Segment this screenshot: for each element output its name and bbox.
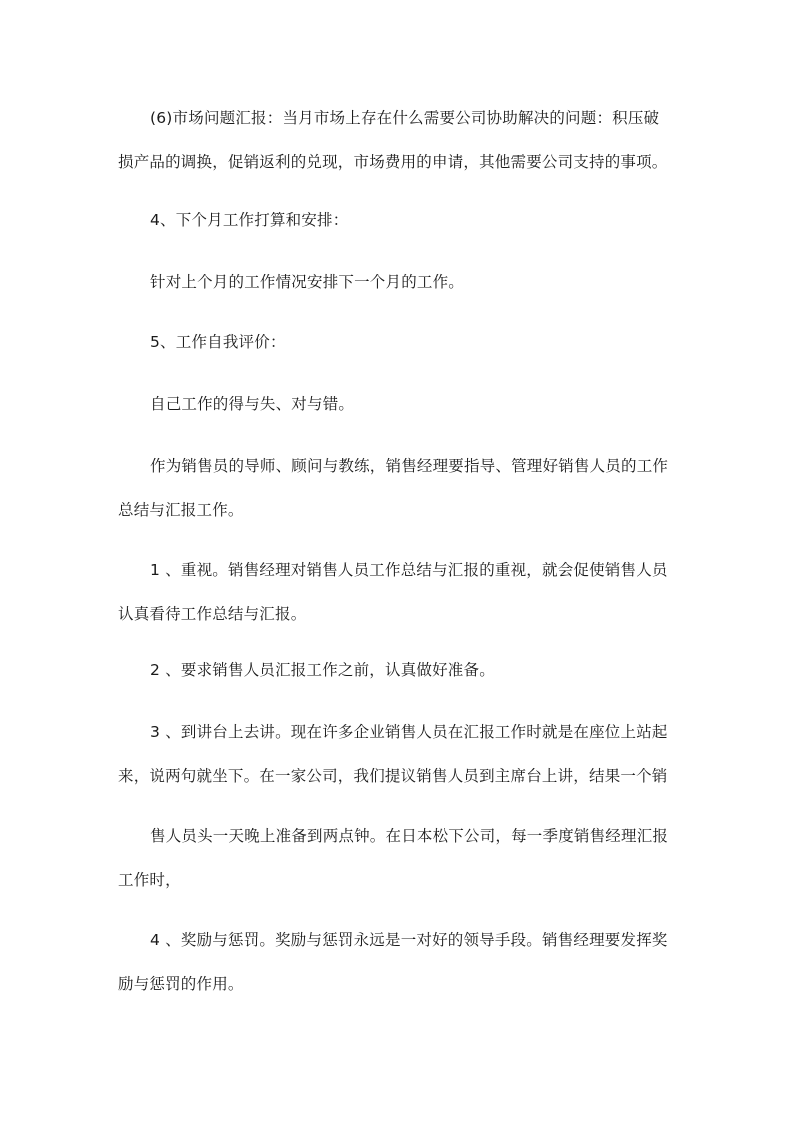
paragraph-line: 工作时， xyxy=(118,871,181,889)
paragraph-self-evaluation-heading xyxy=(118,320,678,364)
paragraph-market-issues-report xyxy=(118,96,678,184)
paragraph-line: 1 、重视。销售经理对销售人员工作总结与汇报的重视，就会促使销售人员 xyxy=(150,561,668,579)
paragraph-manager-role xyxy=(118,444,678,532)
paragraph-line: 针对上个月的工作情况安排下一个月的工作。 xyxy=(150,273,465,291)
paragraph-point-2-preparation xyxy=(118,648,678,692)
paragraph-line: 售人员头一天晚上准备到两点钟。在日本松下公司，每一季度销售经理汇报 xyxy=(150,827,669,845)
paragraph-line: 4 、奖励与惩罚。奖励与惩罚永远是一对好的领导手段。销售经理要发挥奖 xyxy=(150,931,668,949)
paragraph-point-3-continued xyxy=(118,814,678,902)
paragraph-point-1-attention xyxy=(118,548,678,636)
paragraph-line: 认真看待工作总结与汇报。 xyxy=(118,605,307,623)
paragraph-line: 自己工作的得与失、对与错。 xyxy=(150,395,355,413)
paragraph-line: 损产品的调换，促销返利的兑现，市场费用的申请，其他需要公司支持的事项。 xyxy=(118,153,668,171)
paragraph-line: (6)市场问题汇报：当月市场上存在什么需要公司协助解决的问题：积压破 xyxy=(150,109,660,127)
paragraph-line: 励与惩罚的作用。 xyxy=(118,975,244,993)
paragraph-line: 5、工作自我评价： xyxy=(150,333,286,351)
paragraph-line: 总结与汇报工作。 xyxy=(118,501,244,519)
paragraph-point-3-podium xyxy=(118,710,678,798)
paragraph-line: 3 、到讲台上去讲。现在许多企业销售人员在汇报工作时就是在座位上站起 xyxy=(150,723,668,741)
paragraph-line: 作为销售员的导师、顾问与教练，销售经理要指导、管理好销售人员的工作 xyxy=(150,457,669,475)
paragraph-self-evaluation-body xyxy=(118,382,678,426)
paragraph-next-month-plan-body xyxy=(118,260,678,304)
paragraph-line: 2 、要求销售人员汇报工作之前，认真做好准备。 xyxy=(150,661,495,679)
paragraph-line: 来，说两句就坐下。在一家公司，我们提议销售人员到主席台上讲，结果一个销 xyxy=(118,767,668,785)
paragraph-point-4-reward-punishment xyxy=(118,918,678,1006)
paragraph-line: 4、下个月工作打算和安排： xyxy=(150,211,349,229)
paragraph-next-month-plan-heading xyxy=(118,198,678,242)
